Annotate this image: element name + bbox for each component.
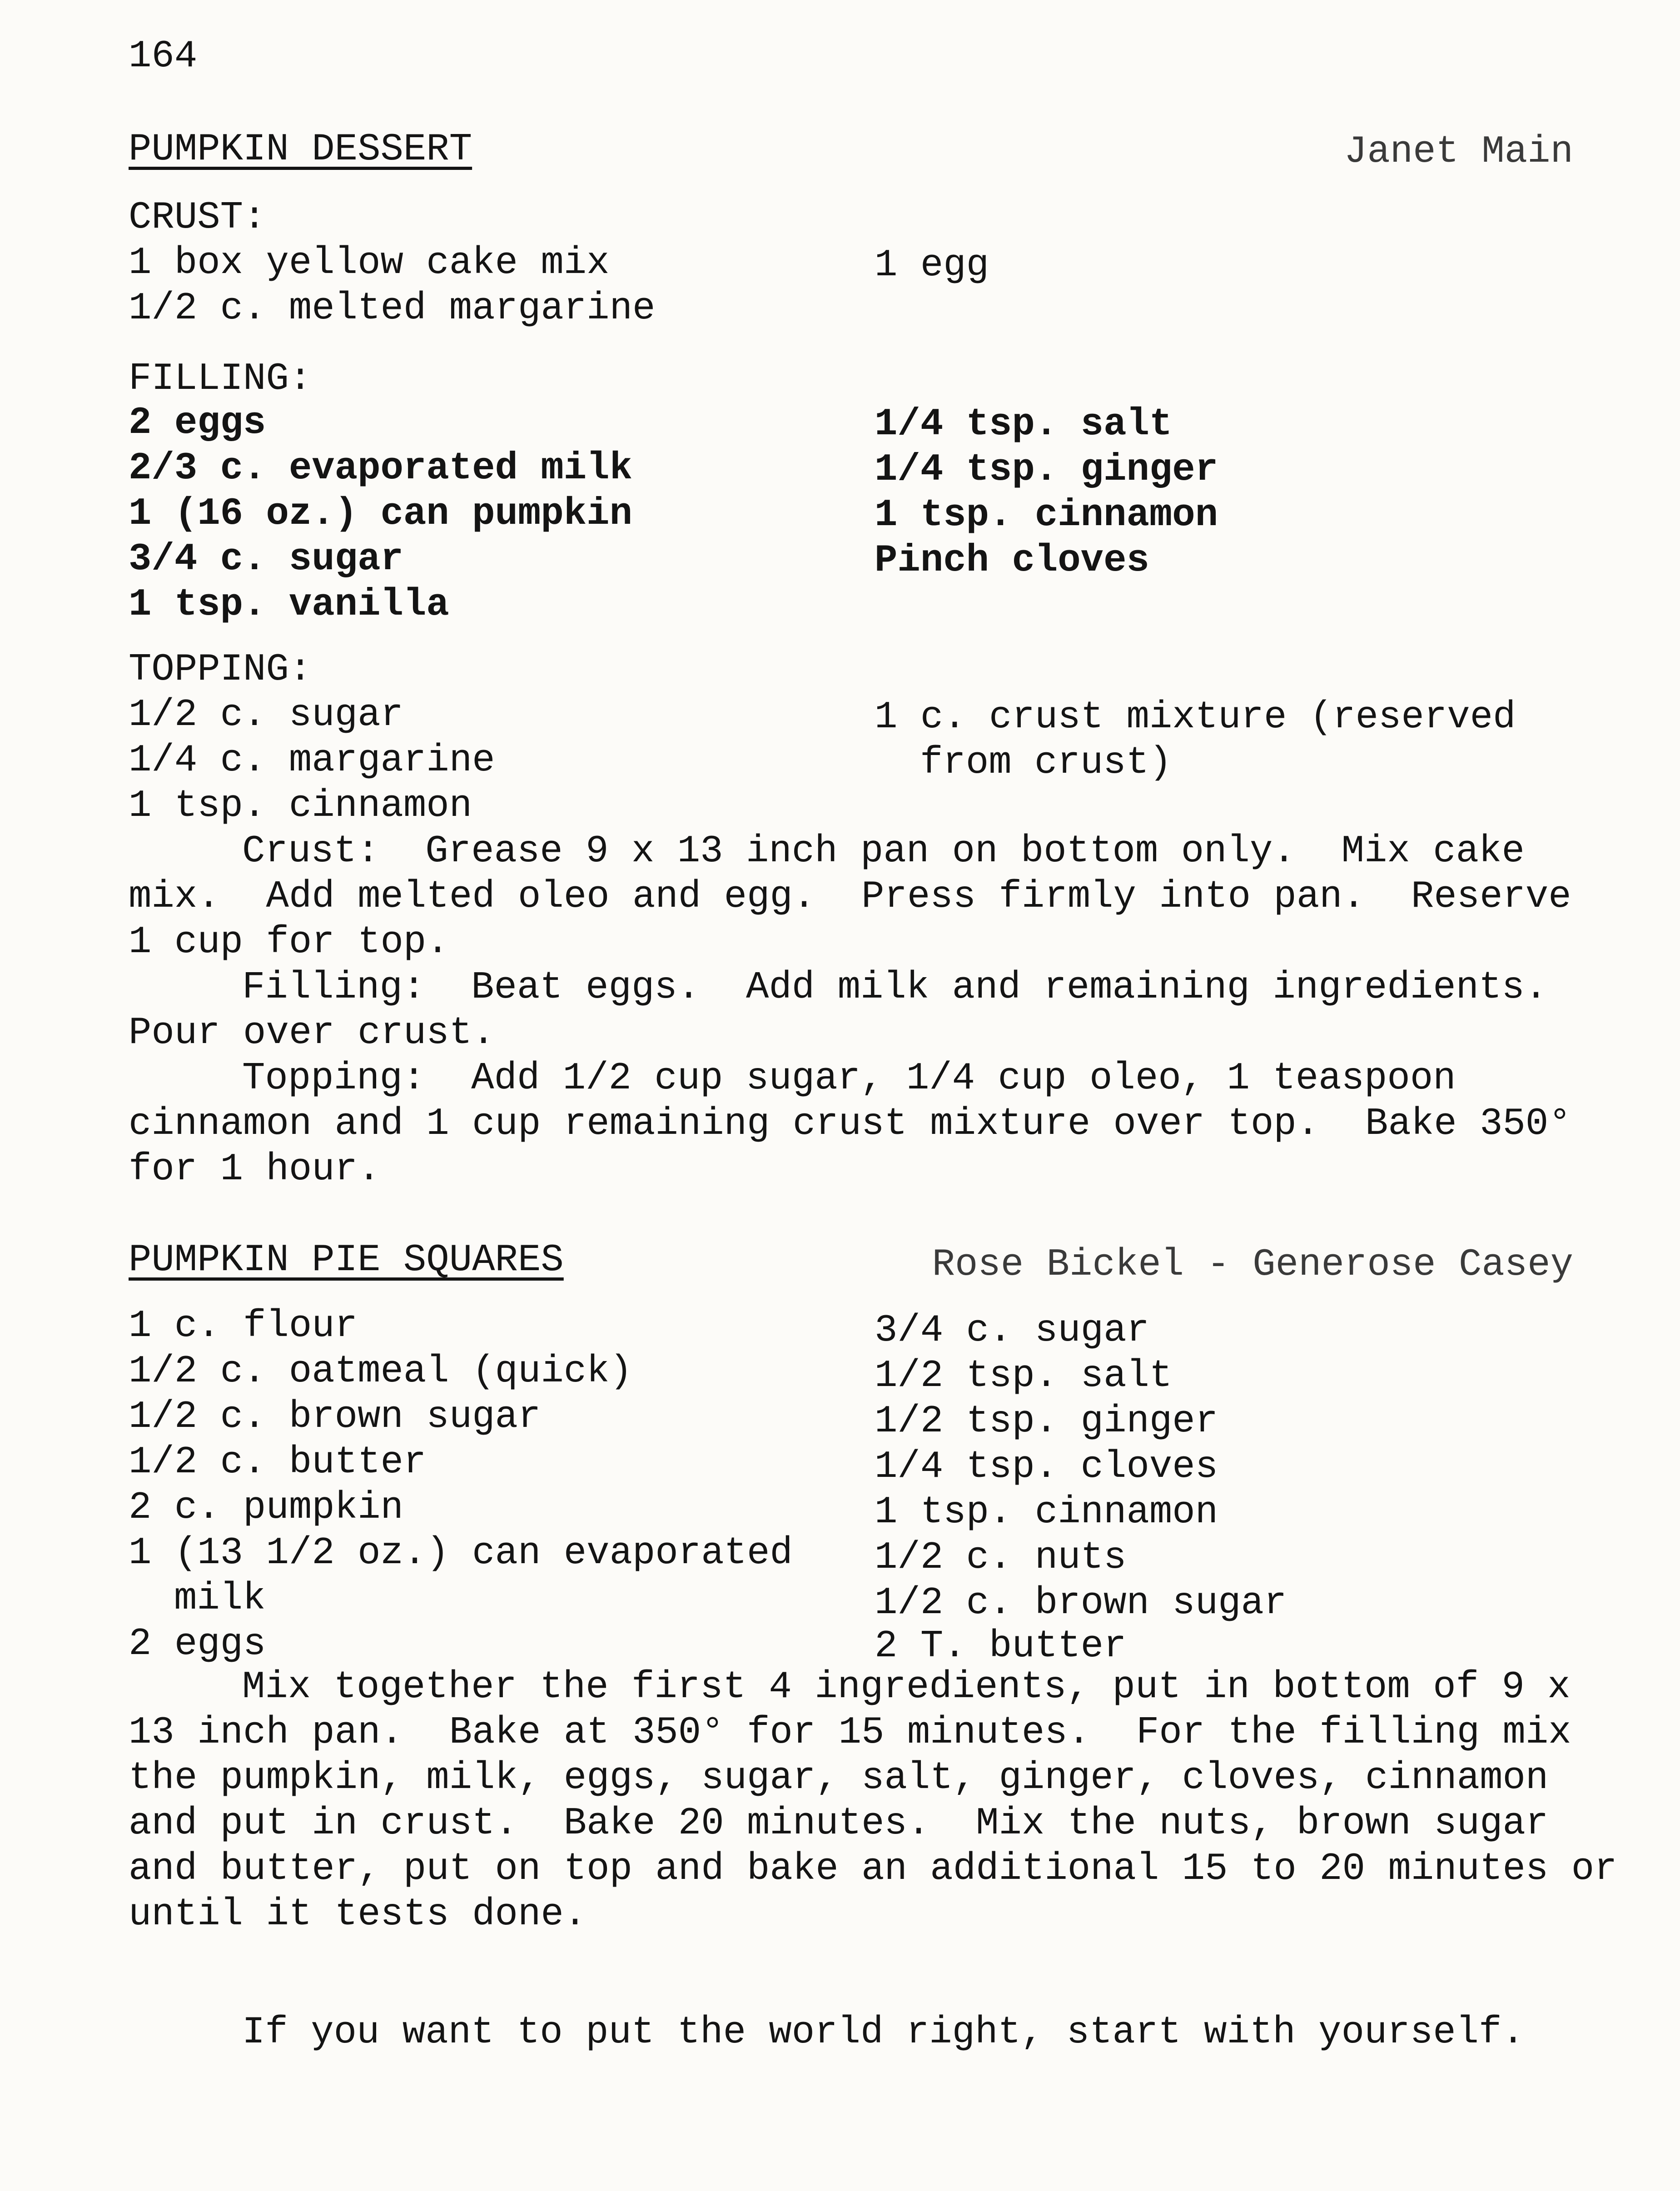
ingredient: 2/3 c. evaporated milk: [129, 447, 632, 490]
ingredient: 1/2 c. brown sugar: [129, 1396, 541, 1439]
ingredient: 1/2 c. melted margarine: [129, 287, 656, 330]
ingredient: 1/4 c. margarine: [129, 739, 495, 782]
instruction-line: the pumpkin, milk, eggs, sugar, salt, ginger, cloves, cinnamon: [129, 1757, 1549, 1800]
ingredient: 1/4 tsp. salt: [875, 403, 1173, 446]
ingredient-continued: milk: [174, 1577, 266, 1620]
page-number: 164: [129, 35, 198, 78]
recipe-author: Rose Bickel - Generose Casey: [932, 1243, 1573, 1287]
recipe-title: PUMPKIN DESSERT: [129, 128, 472, 171]
recipe-title: PUMPKIN PIE SQUARES: [129, 1239, 564, 1282]
ingredient: 2 eggs: [129, 402, 266, 445]
section-heading-crust: CRUST:: [129, 196, 266, 239]
ingredient: 2 c. pumpkin: [129, 1486, 403, 1530]
recipe-author: Janet Main: [1344, 130, 1573, 174]
ingredient: 2 eggs: [129, 1623, 266, 1666]
ingredient: 1/2 c. sugar: [129, 694, 403, 737]
instruction-line: until it tests done.: [129, 1893, 587, 1936]
ingredient: 1 tsp. vanilla: [129, 583, 449, 626]
quote: If you want to put the world right, start with yourself.: [242, 2011, 1525, 2054]
ingredient: 3/4 c. sugar: [129, 538, 403, 581]
ingredient: 1 tsp. cinnamon: [129, 785, 472, 828]
instruction-line: and put in crust. Bake 20 minutes. Mix the nuts, brown sugar: [129, 1802, 1549, 1845]
ingredient: 2 T. butter: [875, 1625, 1127, 1668]
ingredient: 1 tsp. cinnamon: [875, 1491, 1218, 1534]
ingredient: 1 c. flour: [129, 1305, 358, 1348]
instruction-line: Crust: Grease 9 x 13 inch pan on bottom only. Mix cake: [242, 830, 1525, 873]
ingredient: 1/4 tsp. cloves: [875, 1446, 1218, 1489]
ingredient: 1 box yellow cake mix: [129, 242, 610, 285]
instruction-line: Filling: Beat eggs. Add milk and remaining ingredients.: [242, 966, 1548, 1009]
section-heading-filling: FILLING:: [129, 358, 312, 401]
instruction-line: for 1 hour.: [129, 1148, 381, 1191]
ingredient: 1/2 c. butter: [129, 1441, 427, 1484]
instruction-line: 1 cup for top.: [129, 921, 449, 964]
ingredient: 1/2 tsp. ginger: [875, 1400, 1218, 1443]
instruction-line: and butter, put on top and bake an additional 15 to 20 minutes or: [129, 1848, 1617, 1891]
instruction-line: Mix together the first 4 ingredients, put in bottom of 9 x: [242, 1666, 1571, 1709]
instruction-line: cinnamon and 1 cup remaining crust mixture over top. Bake 350°: [129, 1103, 1571, 1146]
instruction-line: mix. Add melted oleo and egg. Press firmly into pan. Reserve: [129, 875, 1571, 919]
ingredient: 1/2 c. brown sugar: [875, 1582, 1287, 1625]
ingredient: 3/4 c. sugar: [875, 1309, 1149, 1352]
ingredient: 1 (16 oz.) can pumpkin: [129, 492, 632, 536]
ingredient: 1 c. crust mixture (reserved: [875, 696, 1516, 739]
ingredient: 1/2 c. nuts: [875, 1536, 1127, 1580]
instruction-line: Pour over crust.: [129, 1012, 495, 1055]
ingredient: 1 egg: [875, 244, 989, 287]
ingredient: 1/4 tsp. ginger: [875, 448, 1218, 492]
ingredient-continued: from crust): [920, 741, 1172, 785]
ingredient: 1/2 tsp. salt: [875, 1355, 1173, 1398]
section-heading-topping: TOPPING:: [129, 648, 312, 691]
ingredient: 1 tsp. cinnamon: [875, 494, 1218, 537]
ingredient: 1 (13 1/2 oz.) can evaporated: [129, 1532, 793, 1575]
instruction-line: Topping: Add 1/2 cup sugar, 1/4 cup oleo, 1 teaspoon: [242, 1057, 1456, 1100]
ingredient: Pinch cloves: [875, 539, 1149, 582]
instruction-line: 13 inch pan. Bake at 350° for 15 minutes. For the filling mix: [129, 1711, 1571, 1754]
ingredient: 1/2 c. oatmeal (quick): [129, 1350, 632, 1393]
